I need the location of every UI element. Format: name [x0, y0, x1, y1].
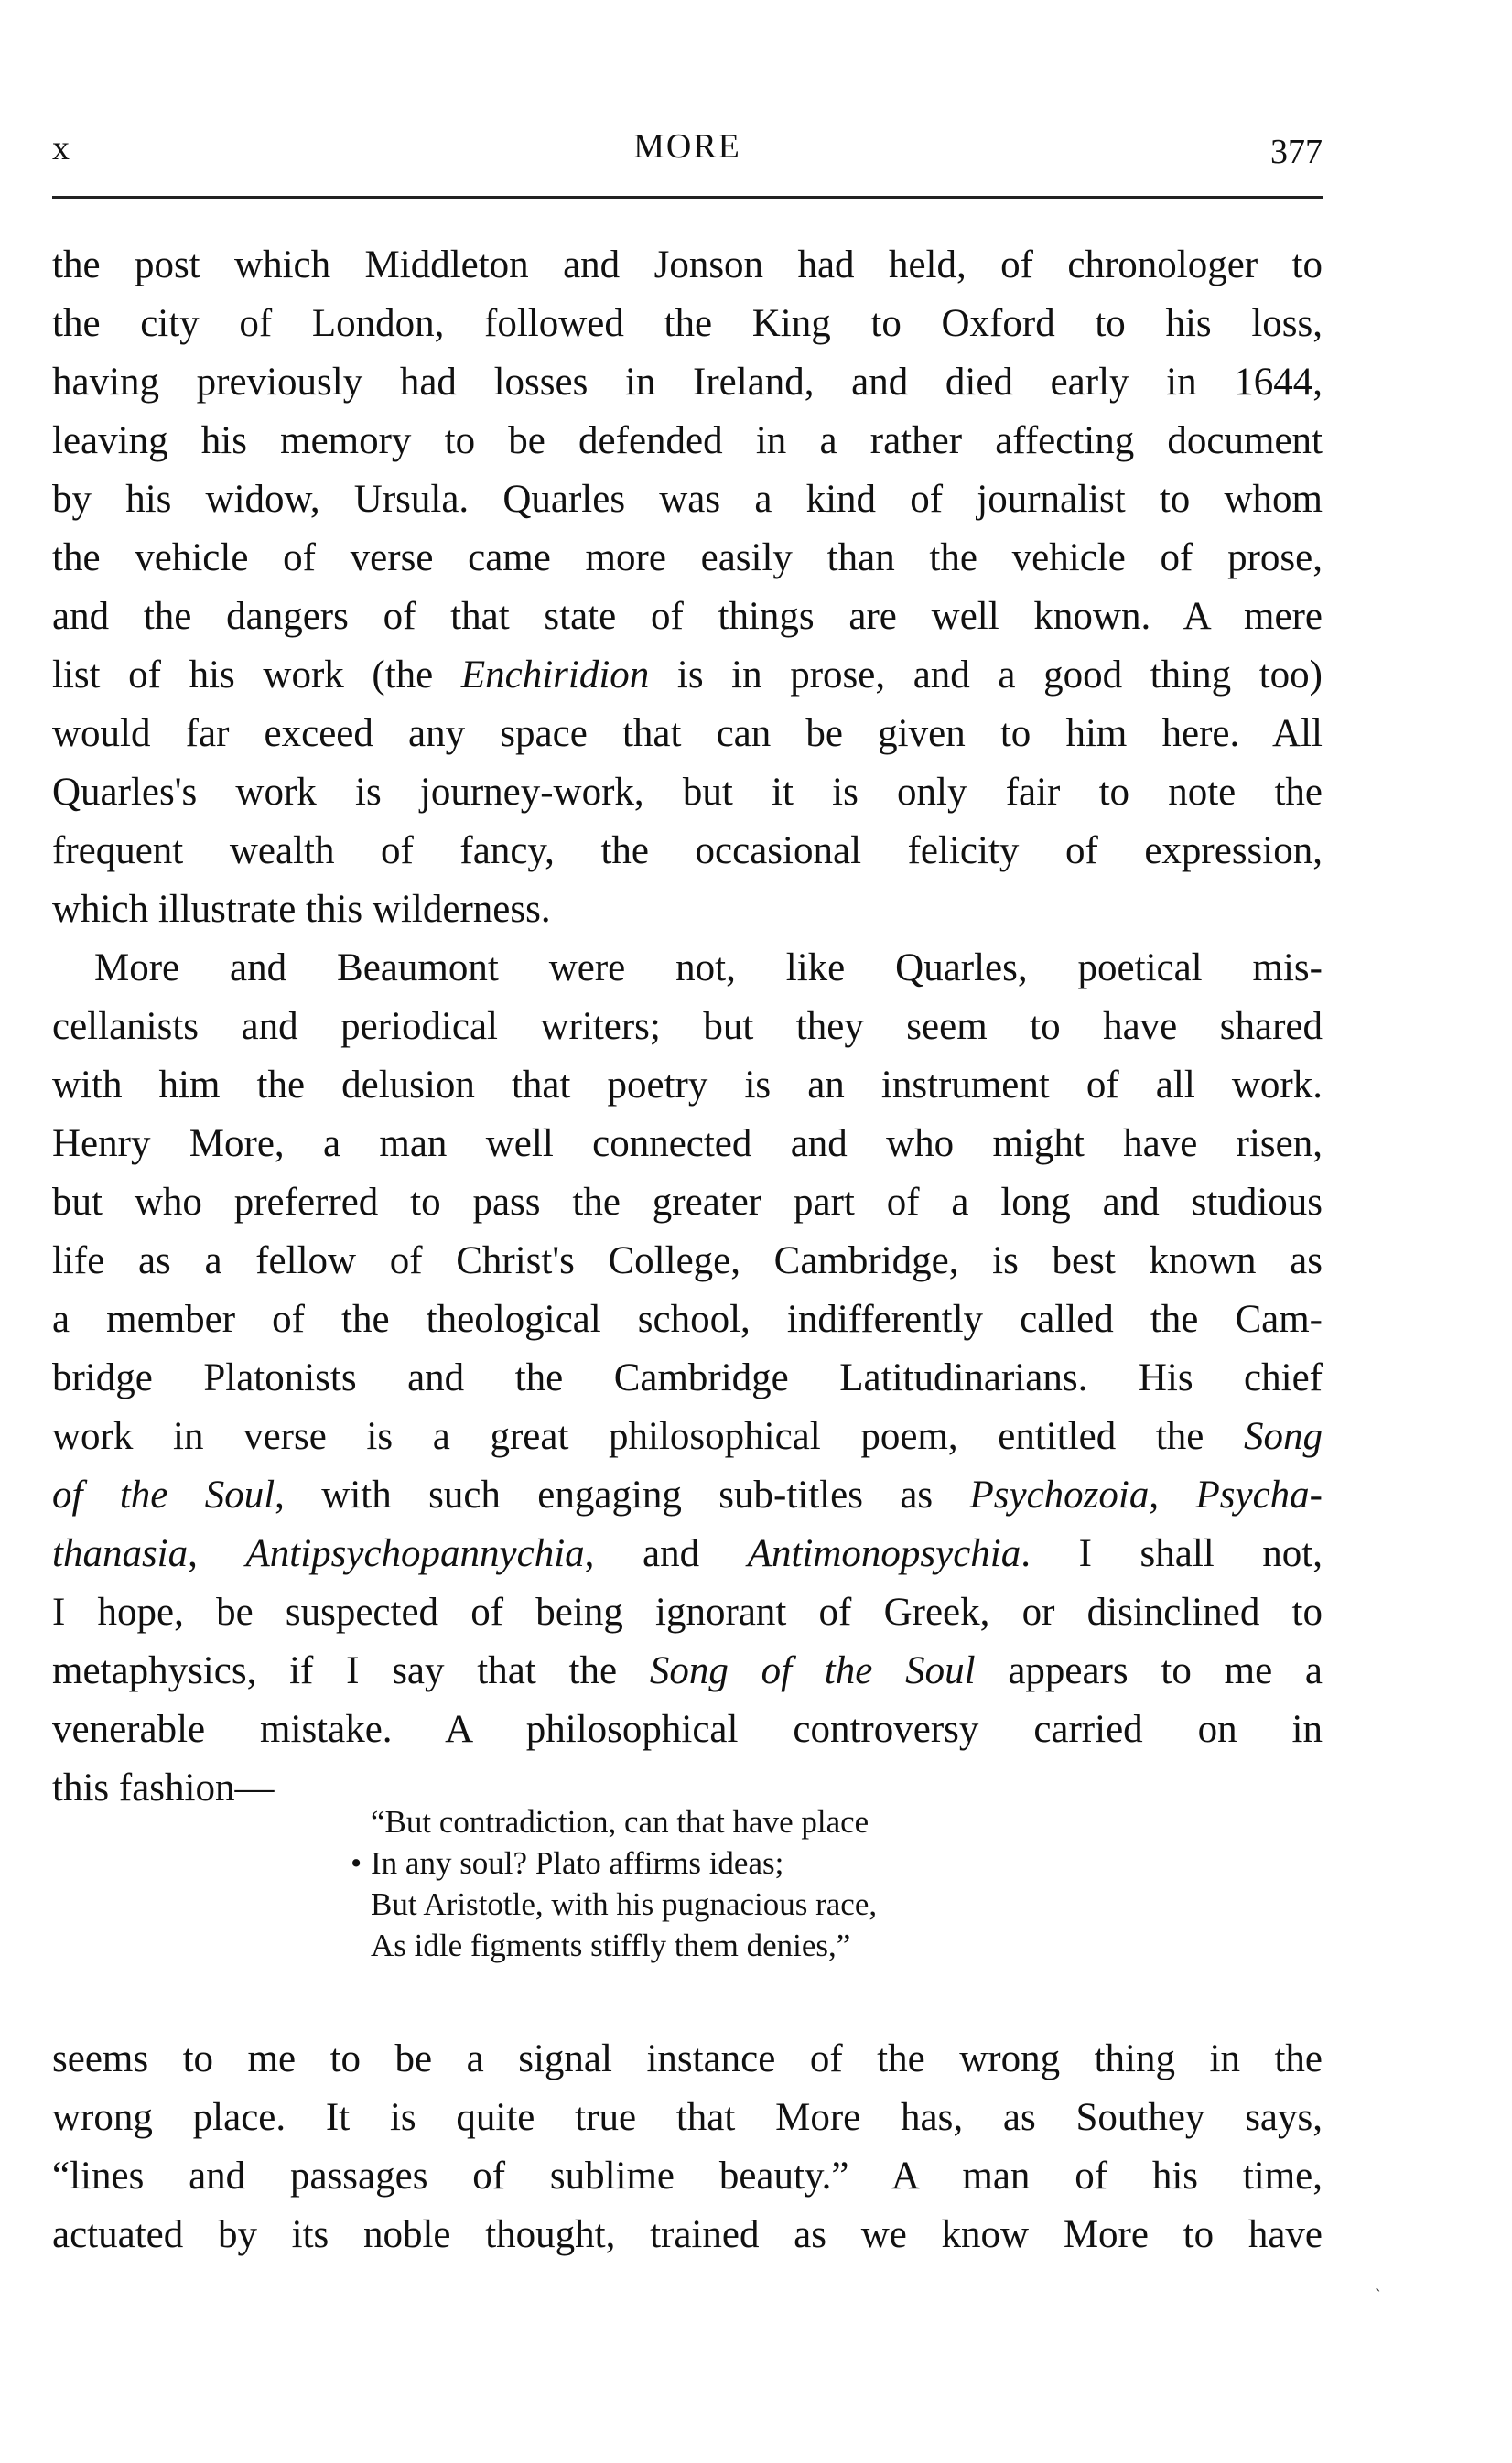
text-line: I hope, be suspected of being ignorant of Greek, or disinclined to: [52, 1591, 1323, 1634]
text-line: [52, 1642, 1323, 1701]
text-line: with him the delusion that poetry is an instrument of all work.: [52, 1064, 1323, 1107]
running-head: [52, 128, 1323, 183]
text-line: which illustrate this wilderness.: [52, 888, 551, 931]
text-run: . I shall not,: [1021, 1532, 1323, 1575]
text-line: but who preferred to pass the greater part of a long and studious: [52, 1181, 1323, 1224]
verse-line: As idle figments stiffly them denies,”: [371, 1928, 851, 1963]
verse-line: But Aristotle, with his pugnacious race,: [371, 1886, 878, 1922]
text-run: ,: [188, 1532, 246, 1575]
text-run: ,: [1149, 1474, 1196, 1517]
text-run: work in verse is a great philosophical poem, entitled the: [52, 1415, 1244, 1458]
bullet-mark-icon: •: [351, 1845, 362, 1881]
verse-quotation: [351, 1801, 878, 1966]
text-line: life as a fellow of Christ's College, Cambridge, is best known as: [52, 1239, 1323, 1282]
text-line: a member of the theological school, indifferently called the Cam-: [52, 1298, 1323, 1341]
chapter-title: MORE: [633, 127, 741, 166]
text-line: this fashion—: [52, 1766, 275, 1809]
text-line: leaving his memory to be defended in a rather affecting document: [52, 419, 1323, 462]
text-line: by his widow, Ursula. Quarles was a kind of journalist to whom: [52, 478, 1323, 521]
text-line: seems to me to be a signal instance of the wrong thing in the: [52, 2037, 1323, 2080]
text-line: wrong place. It is quite true that More has, as Southey says,: [52, 2096, 1323, 2139]
text-line: [52, 646, 1323, 705]
print-artifact-mark: ˎ: [1375, 2272, 1381, 2292]
text-run: , with such engaging sub-titles as: [275, 1474, 970, 1517]
italic-title-song-of-the-soul: Song of the Soul: [649, 1649, 976, 1692]
text-line: cellanists and periodical writers; but they seem to have shared: [52, 1005, 1323, 1048]
text-line: Henry More, a man well connected and who might have risen,: [52, 1122, 1323, 1165]
text-run: metaphysics, if I say that the: [52, 1649, 650, 1692]
italic-subtitle-psychozoia: Psychozoia: [969, 1474, 1150, 1517]
text-run: , and: [584, 1532, 748, 1575]
verse-line: [351, 1842, 877, 1884]
text-line: “lines and passages of sublime beauty.” A man of his time,: [52, 2155, 1323, 2198]
text-run: list of his work (the: [52, 654, 461, 697]
italic-subtitle-antipsychopannychia: Antipsychopannychia: [245, 1532, 585, 1575]
italic-subtitle-psychathanasia-start: Psycha-: [1195, 1474, 1323, 1517]
text-line: and the dangers of that state of things are well known. A mere: [52, 595, 1323, 638]
text-line: [52, 1408, 1323, 1466]
text-run: is in prose, and a good thing too): [649, 654, 1323, 697]
italic-subtitle-antimonopsychia: Antimonopsychia: [747, 1532, 1021, 1575]
text-line: having previously had losses in Ireland, and died early in 1644,: [52, 361, 1323, 404]
italic-title-song: Song: [1244, 1415, 1323, 1458]
text-line: Quarles's work is journey-work, but it is only fair to note the: [52, 771, 1323, 814]
body-text-before-verse: [52, 236, 1323, 1818]
text-line: would far exceed any space that can be given to him here. All: [52, 712, 1323, 755]
page-number: 377: [1270, 133, 1323, 171]
section-marker: x: [52, 129, 70, 167]
text-line: actuated by its noble thought, trained as we know More to have: [52, 2213, 1323, 2256]
italic-title-of-the-soul: of the Soul: [52, 1474, 275, 1517]
italic-title-enchiridion: Enchiridion: [460, 654, 650, 697]
text-line: the city of London, followed the King to Oxford to his loss,: [52, 302, 1323, 345]
text-line: bridge Platonists and the Cambridge Latitudinarians. His chief: [52, 1356, 1323, 1399]
text-line: the post which Middleton and Jonson had held, of chronologer to: [52, 243, 1323, 286]
body-text-after-verse: [52, 2030, 1323, 2264]
verse-line-text: In any soul? Plato affirms ideas;: [371, 1845, 784, 1881]
verse-line: “But contradiction, can that have place: [371, 1804, 869, 1840]
text-line: frequent wealth of fancy, the occasional felicity of expression,: [52, 829, 1323, 872]
text-line: venerable mistake. A philosophical controversy carried on in: [52, 1708, 1323, 1751]
paragraph-start-line: More and Beaumont were not, like Quarles, poetical mis-: [94, 946, 1323, 989]
text-line: [52, 1466, 1323, 1525]
text-line: [52, 1525, 1323, 1583]
italic-subtitle-psychathanasia-end: thanasia: [52, 1532, 189, 1575]
text-line: the vehicle of verse came more easily than the vehicle of prose,: [52, 536, 1323, 579]
text-run: appears to me a: [975, 1649, 1323, 1692]
header-rule: [52, 196, 1323, 199]
